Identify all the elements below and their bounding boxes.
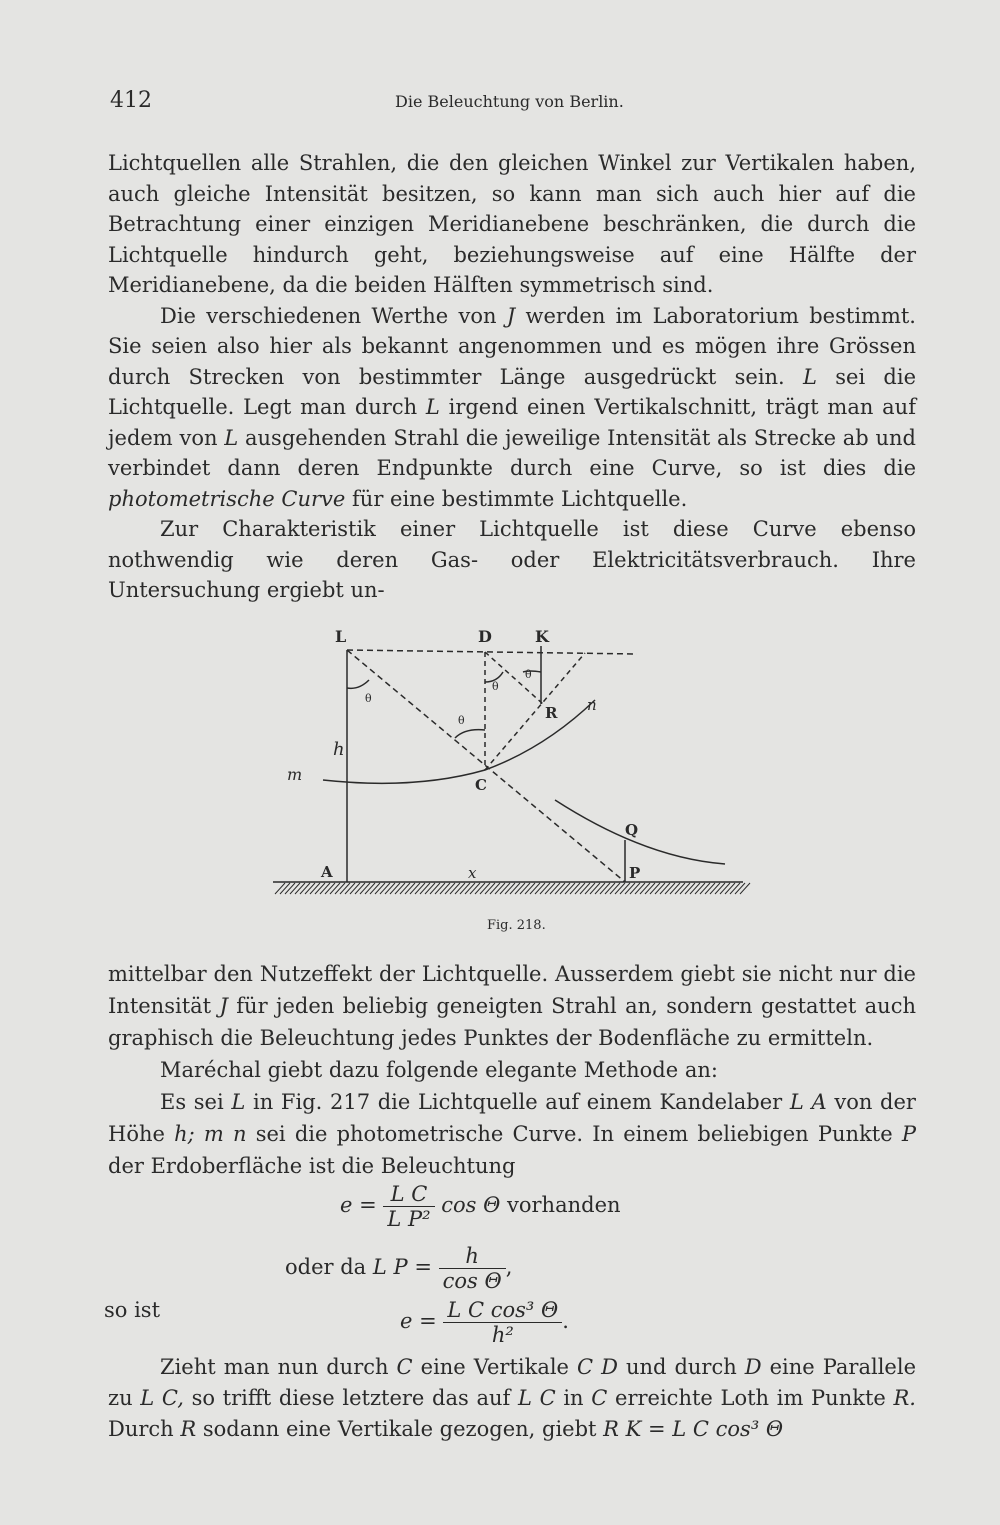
label-h: h bbox=[333, 739, 345, 760]
page-number: 412 bbox=[110, 88, 152, 113]
label-theta-1: θ bbox=[365, 692, 372, 705]
label-P: P bbox=[629, 864, 641, 882]
line-D-R bbox=[485, 652, 543, 704]
horizontal-dashed-line bbox=[347, 650, 637, 654]
paragraph-7: Zieht man nun durch C eine Vertikale C D und durch D eine Parallele zu L C, so trifft diese letztere das auf L C in C erreichte Loth im Punkte R. Durch R sodann eine Vertikale gezogen, giebt R K = L C cos³ Θ bbox=[108, 1355, 916, 1441]
label-m: m bbox=[287, 765, 303, 784]
formula-result: so ist e = $\frac{\text{L C cos³ Θ}}{\text{h²}}$ . bbox=[104, 1298, 569, 1347]
ground-hatching bbox=[275, 883, 750, 894]
ray-L-P bbox=[347, 650, 625, 882]
text-block-bottom bbox=[108, 1352, 916, 1445]
paragraph-1: Lichtquellen alle Strahlen, die den gleichen Winkel zur Vertikalen haben, auch gleiche Intensität besitzen, so kann man sich auch hier auf die Betrachtung einer einzigen Meridianebene beschränken, die durch die Lichtquelle hindurch geht, beziehungsweise auf eine Hälfte der Meridianebene, da die beiden Hälften symmetrisch sind. bbox=[108, 151, 916, 297]
label-A: A bbox=[321, 863, 333, 881]
label-n: n bbox=[587, 696, 597, 714]
illumination-curve bbox=[555, 800, 725, 864]
label-R: R bbox=[545, 704, 558, 722]
formula-distance: oder da L P = $\frac{h}{\text{cos Θ}}$ , bbox=[285, 1244, 513, 1293]
label-C: C bbox=[475, 776, 487, 794]
running-title: Die Beleuchtung von Berlin. bbox=[395, 92, 624, 111]
figure-caption: Fig. 218. bbox=[487, 918, 546, 933]
paragraph-5: Maréchal giebt dazu folgende elegante Methode an: bbox=[160, 1058, 718, 1082]
label-theta-2: θ bbox=[492, 680, 499, 693]
label-theta-4: θ bbox=[458, 714, 465, 727]
paragraph-2: Die verschiedenen Werthe von J werden im Laboratorium bestimmt. Sie seien also hier als bekannt angenommen und es mögen ihre Grössen durch Strecken von bestimmter Länge ausgedrückt sein. L sei die Lichtquelle. Legt man durch L irgend einen Vertikalschnitt, trägt man auf jedem von L ausgehenden Strahl die jeweilige Intensität als Strecke ab und verbindet dann deren Endpunkte durch eine Curve, so ist dies die photometrische Curve für eine bestimmte Lichtquelle. bbox=[108, 303, 916, 511]
paragraph-6: Es sei L in Fig. 217 die Lichtquelle auf einem Kandelaber L A von der Höhe h; m n sei die photometrische Curve. In einem beliebigen Punkte P der Erdoberfläche ist die Beleuchtung bbox=[108, 1090, 916, 1178]
label-K: K bbox=[535, 627, 549, 646]
paragraph-3: Zur Charakteristik einer Lichtquelle ist diese Curve ebenso nothwendig wie deren Gas- oder Elektricitätsverbrauch. Ihre Untersuchung ergiebt un- bbox=[108, 517, 916, 602]
text-block-lower bbox=[108, 958, 916, 1182]
term-photometrische-curve: photometrische Curve bbox=[108, 486, 346, 511]
label-L: L bbox=[335, 627, 347, 646]
label-D: D bbox=[478, 627, 492, 646]
text-block-upper bbox=[108, 148, 916, 606]
page-header bbox=[110, 88, 910, 118]
figure-218-diagram bbox=[265, 620, 755, 920]
paragraph-4: mittelbar den Nutzeffekt der Lichtquelle. Ausserdem giebt sie nicht nur die Intensität J für jeden beliebig geneigten Strahl an, sondern gestattet auch graphisch die Beleuchtung jedes Punktes der Bodenfläche zu ermitteln. bbox=[108, 962, 916, 1050]
label-Q: Q bbox=[625, 821, 639, 839]
formula-illumination: e = $\frac{\text{L C}}{\text{L P²}}$ cos Θ vorhanden bbox=[340, 1182, 621, 1231]
label-theta-3: θ bbox=[525, 668, 532, 681]
label-x: x bbox=[468, 864, 477, 882]
